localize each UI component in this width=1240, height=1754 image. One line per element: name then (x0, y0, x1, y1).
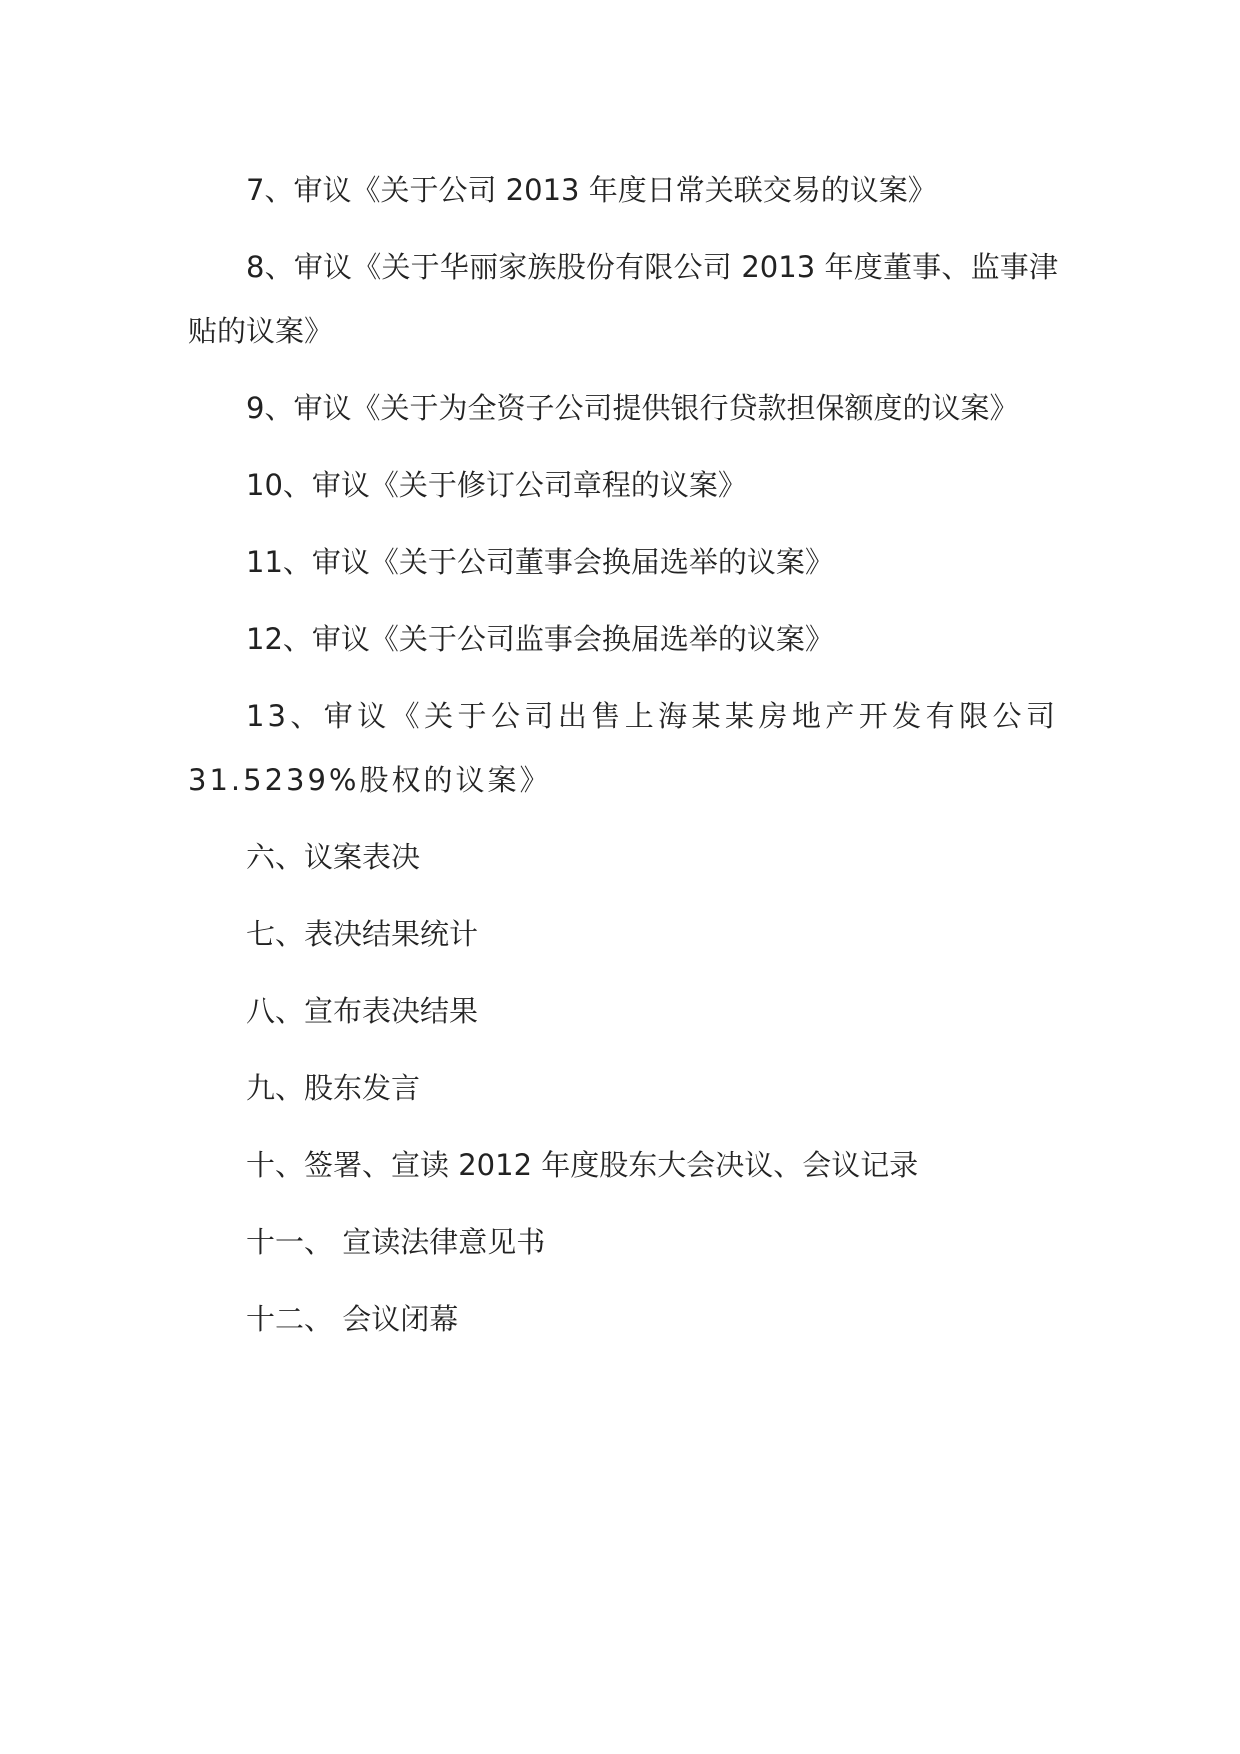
section-ten-sign-resolution: 十、签署、宣读 2012 年度股东大会决议、会议记录 (246, 1148, 919, 1182)
agenda-item-11: 11、审议《关于公司董事会换届选举的议案》 (246, 545, 834, 579)
agenda-item-9: 9、审议《关于为全资子公司提供银行贷款担保额度的议案》 (246, 391, 1019, 425)
section-six-voting: 六、议案表决 (246, 840, 421, 874)
section-eleven-legal-opinion: 十一、 宣读法律意见书 (246, 1225, 546, 1259)
agenda-item-10: 10、审议《关于修订公司章程的议案》 (246, 468, 747, 502)
agenda-item-13: 13、审议《关于公司出售上海某某房地产开发有限公司 31.5239%股权的议案》 (188, 699, 1058, 797)
section-nine-shareholder-speech: 九、股东发言 (246, 1071, 421, 1105)
agenda-item-12: 12、审议《关于公司监事会换届选举的议案》 (246, 622, 834, 656)
document-body (188, 158, 1058, 1364)
section-twelve-closing: 十二、 会议闭幕 (246, 1302, 459, 1336)
agenda-item-8: 8、审议《关于华丽家族股份有限公司 2013 年度董事、监事津贴的议案》 (188, 250, 1058, 348)
section-eight-announce-results: 八、宣布表决结果 (246, 994, 479, 1028)
section-seven-vote-count: 七、表决结果统计 (246, 917, 479, 951)
agenda-item-7: 7、审议《关于公司 2013 年度日常关联交易的议案》 (246, 173, 937, 207)
